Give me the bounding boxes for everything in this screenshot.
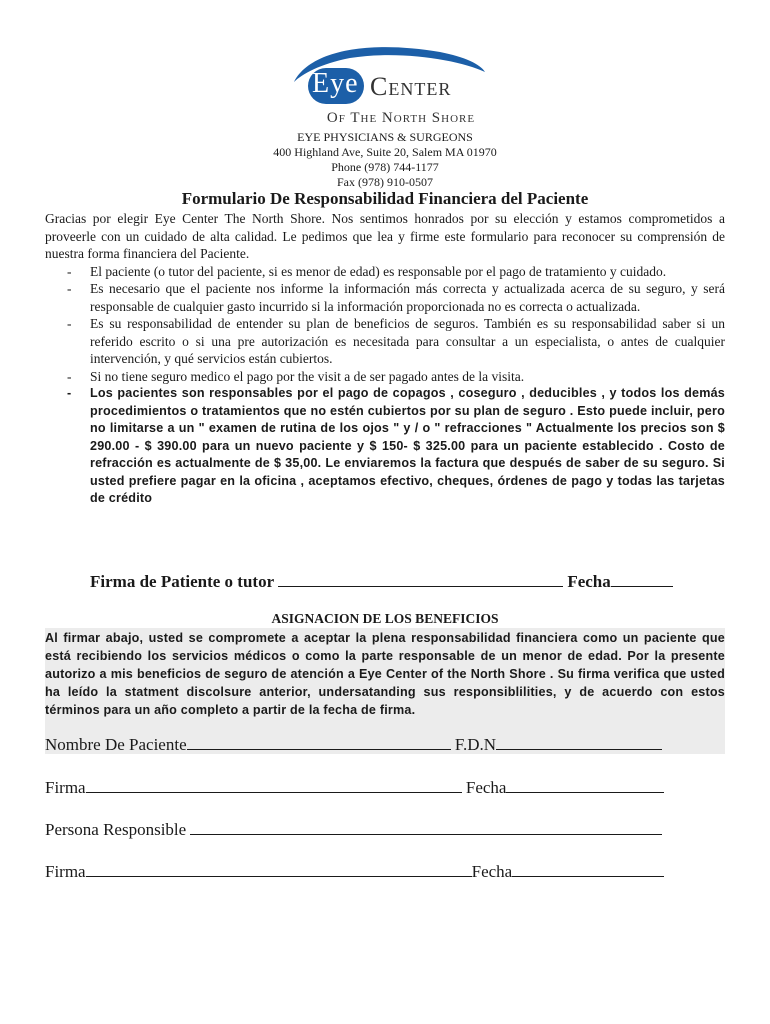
list-item: - Si no tiene seguro medico el pago por the visit a de ser pagado antes de la visita. [67,368,525,384]
patient-name-label: Nombre De Paciente [45,735,187,754]
form-body [45,210,725,508]
patient-signature-field[interactable] [278,571,563,587]
intro-paragraph: Gracias por elegir Eye Center The North Shore. Nos sentimos honrados por su elección y estamos comprometidos a proveerle con un cuidado de alta calidad. Le pedimos que lea y firme este formulario para reconocer su comprensión de nuestra forma financiera del Paciente. [45,211,725,261]
logo-north-shore-text: Of The North Shore [326,110,476,126]
signature-row-1 [45,777,664,798]
benefits-title: ASIGNACION DE LOS BENEFICIOS [271,611,499,626]
patient-signature-date-field[interactable] [611,571,673,587]
logo-eye-text: Eye [312,68,359,99]
signature-field-1[interactable] [86,777,462,793]
benefits-text: Al firmar abajo, usted se compromete a aceptar la plena responsabilidad financiera como un paciente que está recibiendo los servicios médicos o como la parte responsable de un menor de edad. Por la presente autorizo a mis beneficios de seguro de atención a Eye Center of the North Shore . Su firma verifica que usted ha leído la statment discolsure anterior, undersatanding sus responsiblilities, y de acuerdo con estos términos para un año completo a partir de la fecha de firma. [45,631,725,717]
signature-row-2 [45,861,664,882]
patient-signature-line [90,571,673,592]
logo-center-text: Center [370,72,452,101]
signature-label-2: Firma [45,862,86,881]
eye-center-logo [290,42,490,130]
list-item: - Es su responsabilidad de entender su plan de beneficios de seguros. También es su responsabilidad saber si un referido escrito o si una pre autorización es necesitada para consultar a un especialista, o antes de cualquier intervención, y qué servicios están cubiertos. [67,316,725,366]
responsibility-list [45,263,725,508]
list-item: - El paciente (o tutor del paciente, si es menor de edad) es responsable por el pago de tratamiento y cuidado. [67,263,667,279]
patient-name-field[interactable] [187,734,451,750]
address: 400 Highland Ave, Suite 20, Salem MA 01970 [273,145,497,159]
phone: Phone (978) 744-1177 [331,160,439,174]
date-label-1: Fecha [465,778,507,797]
date-field-2[interactable] [512,861,664,877]
form-title: Formulario De Responsabilidad Financiera del Paciente [181,189,589,208]
signature-field-2[interactable] [86,861,472,877]
date-label-2: Fecha [471,862,513,881]
patient-name-row [45,734,662,755]
list-item: - Los pacientes son responsables por el pago de copagos , coseguro , deducibles , y todos los demás procedimientos o tratamientos que no estén cubiertos por su plan de seguro . Esto puede incluir, pero no limitarse a un " examen de rutina de los ojos " y / o " refracciones " Actualmente los precios son $ 290.00 - $ 390.00 para un nuevo paciente y $ 150- $ 325.00 para un paciente establecido . Costo de refracción es actualmente de $ 35,00. Le enviaremos la factura que después de saber de su seguro. Si usted prefiere pagar en la oficina , aceptamos efectivo, cheques, órdenes de pago y todas las tarjetas de crédito [67,386,725,505]
responsible-person-field[interactable] [190,819,662,835]
patient-signature-date-label: Fecha [567,572,611,591]
dob-label: F.D.N [454,735,497,754]
responsible-person-row [45,819,662,840]
practice-type: EYE PHYSICIANS & SURGEONS [297,130,473,144]
contact-block [0,130,770,190]
date-field-1[interactable] [506,777,664,793]
responsible-person-label: Persona Responsible [45,820,187,839]
list-item: - Es necesario que el paciente nos informe la información más correcta y actualizada acerca de su seguro, y será responsable de cualquier gasto incurrido si la información proporcionada no es correcta o actualizada. [67,281,725,314]
signature-label-1: Firma [45,778,86,797]
dob-field[interactable] [496,734,662,750]
patient-signature-label: Firma de Patiente o tutor [90,572,274,591]
fax: Fax (978) 910-0507 [337,175,433,189]
